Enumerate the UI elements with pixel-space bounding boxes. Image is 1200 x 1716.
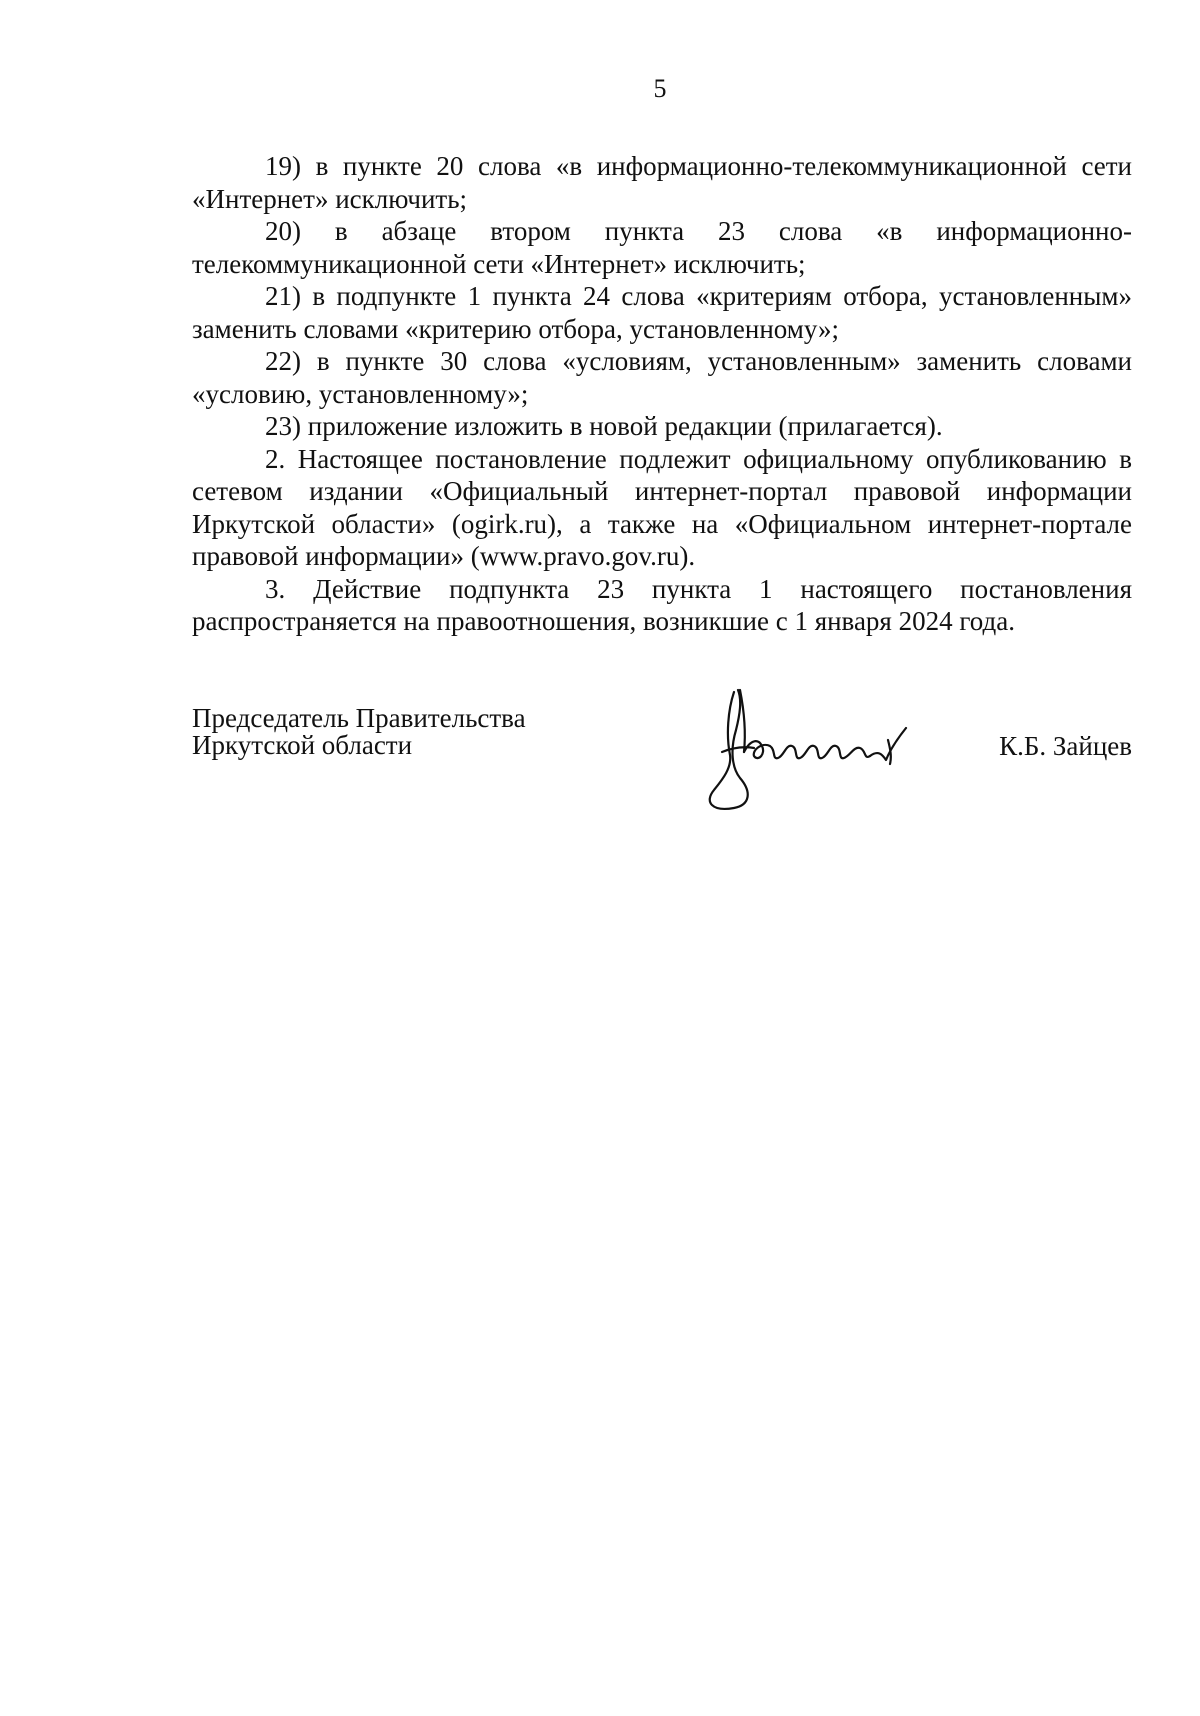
signer-position xyxy=(192,705,526,759)
document-body xyxy=(192,150,1132,638)
signer-position-line1: Председатель Правительства xyxy=(192,703,526,733)
signer-name: К.Б. Зайцев xyxy=(999,731,1132,761)
paragraph-publication: 2. Настоящее постановление подлежит официальному опубликованию в сетевом издании «Официальный интернет-портал правовой информации Иркутской области» (ogirk.ru), а также на «Официальном интернет-портале правовой информации» (www.pravo.gov.ru). xyxy=(192,443,1132,571)
handwritten-signature xyxy=(692,680,922,815)
paragraph-item-23: 23) приложение изложить в новой редакции (прилагается). xyxy=(265,411,943,441)
paragraph-item-22: 22) в пункте 30 слова «условиям, установленным» заменить словами «условию, установленному»; xyxy=(192,346,1132,409)
paragraph-item-19: 19) в пункте 20 слова «в информационно-телекоммуникационной сети «Интернет» исключить; xyxy=(192,151,1132,214)
page-number: 5 xyxy=(653,74,667,103)
paragraph-effective-date: 3. Действие подпункта 23 пункта 1 настоящего постановления распространяется на правоотношения, возникшие с 1 января 2024 года. xyxy=(192,573,1132,636)
paragraph-item-20: 20) в абзаце втором пункта 23 слова «в информационно-телекоммуникационной сети «Интернет» исключить; xyxy=(192,216,1132,279)
signature-block xyxy=(192,705,1132,825)
signer-position-line2: Иркутской области xyxy=(192,730,413,760)
paragraph-item-21: 21) в подпункте 1 пункта 24 слова «критериям отбора, установленным» заменить словами «критерию отбора, установленному»; xyxy=(192,281,1132,344)
